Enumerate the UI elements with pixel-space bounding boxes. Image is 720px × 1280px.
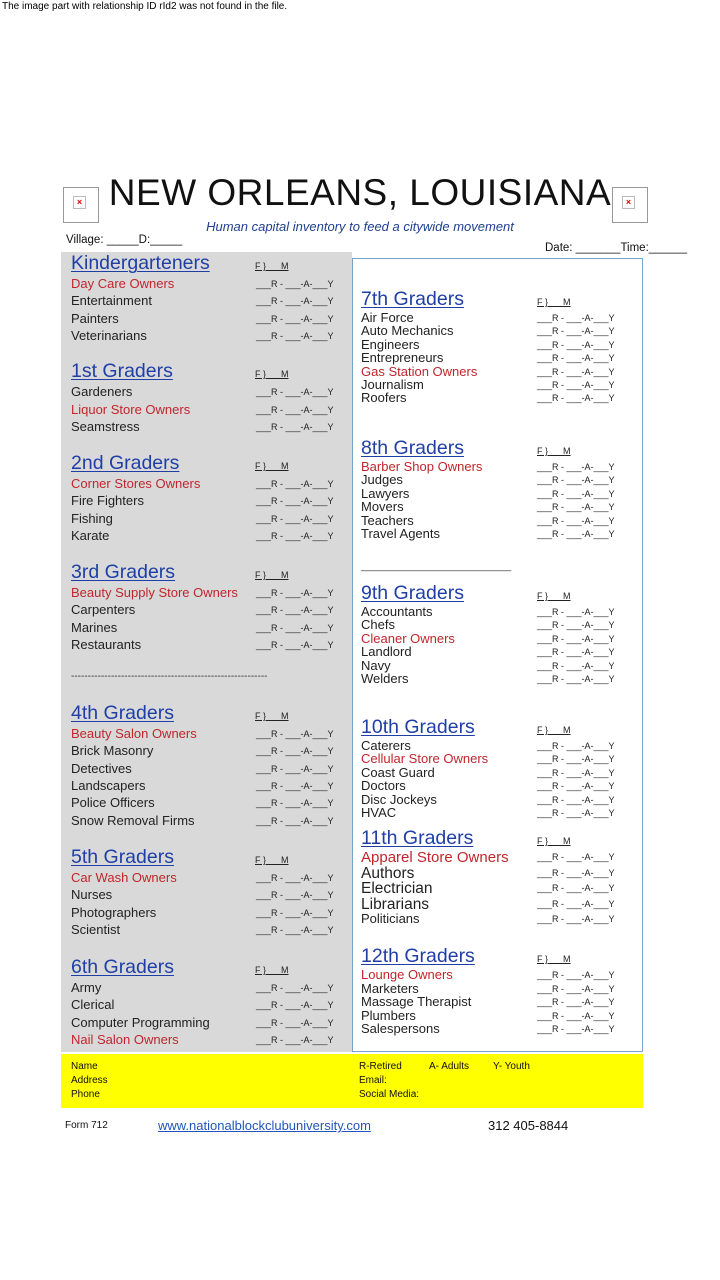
left-grade-heading: 2nd Graders <box>71 452 180 474</box>
broken-image-icon: × <box>612 187 648 223</box>
tally-line: ___R - ___-A-___Y <box>256 404 334 415</box>
section-divider: ----------------------------------------------------------- <box>71 671 268 682</box>
legend-youth: Y- Youth <box>493 1061 530 1072</box>
occupation-label: Computer Programming <box>71 1014 210 1030</box>
occupation-label: Accountants <box>361 604 433 619</box>
occupation-label: Politicians <box>361 911 420 926</box>
occupation-label: Car Wash Owners <box>71 870 177 885</box>
tally-line: ___R - ___-A-___Y <box>256 605 334 616</box>
occupation-label: Barber Shop Owners <box>361 459 483 474</box>
tally-line: ___R - ___-A-___Y <box>537 515 615 526</box>
occupation-label: Marketers <box>361 980 419 996</box>
tally-line: ___R - ___-A-___Y <box>537 883 615 893</box>
tally-line: ___R - ___-A-___Y <box>256 729 334 739</box>
occupation-label: Doctors <box>361 778 406 794</box>
broken-image-icon: × <box>63 187 99 223</box>
tally-line: ___R - ___-A-___Y <box>537 353 615 364</box>
missing-image-notice: The image part with relationship ID rId2 was not found in the file. <box>2 1 288 12</box>
name-field[interactable]: Name <box>71 1061 98 1072</box>
occupation-label: Liquor Store Owners <box>71 401 191 417</box>
occupation-label: Corner Stores Owners <box>71 476 201 491</box>
tally-line: ___R - ___-A-___Y <box>537 754 615 765</box>
tally-line: ___R - ___-A-___Y <box>256 330 334 341</box>
tally-line: ___R - ___-A-___Y <box>256 925 334 936</box>
tally-line: ___R - ___-A-___Y <box>256 387 334 397</box>
occupation-label: Authors <box>361 864 415 882</box>
occupation-label: Plumbers <box>361 1007 416 1023</box>
occupation-label: Photographers <box>71 904 157 920</box>
tally-line: ___R - ___-A-___Y <box>537 997 615 1008</box>
tally-line: ___R - ___-A-___Y <box>537 326 615 337</box>
address-field[interactable]: Address <box>71 1075 108 1086</box>
tally-line: ___R - ___-A-___Y <box>256 780 334 791</box>
occupation-label: Fishing <box>71 510 113 526</box>
occupation-label: Gardeners <box>71 384 133 399</box>
occupation-label: Scientist <box>71 922 121 938</box>
occupation-label: Auto Mechanics <box>361 323 454 339</box>
gender-header: F } M <box>537 297 571 307</box>
village-field[interactable]: Village: _____D:_____ <box>66 234 183 246</box>
contact-phone: 312 405-8844 <box>488 1118 569 1133</box>
gender-header: F } M <box>255 261 289 271</box>
right-grade-heading: 12th Graders <box>361 945 475 967</box>
occupation-label: HVAC <box>361 805 397 820</box>
gender-header: F } M <box>537 446 571 456</box>
tally-line: ___R - ___-A-___Y <box>256 873 334 883</box>
tally-line: ___R - ___-A-___Y <box>537 970 615 980</box>
tally-line: ___R - ___-A-___Y <box>256 890 334 901</box>
tally-line: ___R - ___-A-___Y <box>256 313 334 324</box>
gender-header: F } M <box>537 836 571 846</box>
right-grade-heading: 11th Graders <box>361 827 474 849</box>
tally-line: ___R - ___-A-___Y <box>537 808 615 818</box>
occupation-label: Apparel Store Owners <box>361 849 509 866</box>
gender-header: F } M <box>537 725 571 735</box>
tally-line: ___R - ___-A-___Y <box>537 607 615 617</box>
occupation-label: Army <box>71 980 102 995</box>
occupation-label: Judges <box>361 472 403 488</box>
form-number: Form 712 <box>65 1120 108 1131</box>
page-title: NEW ORLEANS, LOUISIANA <box>108 172 612 213</box>
tally-line: ___R - ___-A-___Y <box>537 393 615 404</box>
tally-line: ___R - ___-A-___Y <box>256 530 334 541</box>
right-grade-heading: 9th Graders <box>361 582 464 604</box>
occupation-label: Entrepreneurs <box>361 350 444 366</box>
occupation-label: Chefs <box>361 617 395 633</box>
tally-line: ___R - ___-A-___Y <box>537 781 615 792</box>
gender-header: F } M <box>255 711 289 721</box>
section-divider: ___________________________ <box>361 561 512 572</box>
occupation-label: Lounge Owners <box>361 967 453 982</box>
left-grade-heading: 6th Graders <box>71 956 174 978</box>
tally-line: ___R - ___-A-___Y <box>537 1010 615 1021</box>
tally-line: ___R - ___-A-___Y <box>256 588 334 598</box>
tally-line: ___R - ___-A-___Y <box>256 479 334 489</box>
occupation-label: Roofers <box>361 390 407 406</box>
tally-line: ___R - ___-A-___Y <box>256 1035 334 1046</box>
occupation-label: Cellular Store Owners <box>361 751 489 767</box>
tally-line: ___R - ___-A-___Y <box>537 313 615 323</box>
tally-line: ___R - ___-A-___Y <box>537 366 615 377</box>
occupation-label: Cleaner Owners <box>361 630 455 646</box>
occupation-label: Salespersons <box>361 1021 440 1037</box>
occupation-label: Fire Fighters <box>71 493 144 509</box>
legend-retired: R-Retired <box>359 1061 402 1072</box>
occupation-label: Painters <box>71 310 119 326</box>
tally-line: ___R - ___-A-___Y <box>256 639 334 650</box>
tally-line: ___R - ___-A-___Y <box>537 741 615 751</box>
tally-line: ___R - ___-A-___Y <box>256 1000 334 1011</box>
tally-line: ___R - ___-A-___Y <box>256 496 334 507</box>
tally-line: ___R - ___-A-___Y <box>537 488 615 499</box>
tally-line: ___R - ___-A-___Y <box>537 380 615 390</box>
occupation-label: Nurses <box>71 887 113 903</box>
tally-line: ___R - ___-A-___Y <box>256 907 334 918</box>
tally-line: ___R - ___-A-___Y <box>537 1024 615 1035</box>
gender-header: F } M <box>255 369 289 379</box>
tally-line: ___R - ___-A-___Y <box>537 620 615 631</box>
tally-line: ___R - ___-A-___Y <box>537 767 615 778</box>
gender-header: F } M <box>537 954 571 964</box>
tally-line: ___R - ___-A-___Y <box>537 983 615 994</box>
occupation-label: Welders <box>361 671 409 686</box>
occupation-label: Day Care Owners <box>71 276 175 291</box>
occupation-label: Landscapers <box>71 777 146 793</box>
tally-line: ___R - ___-A-___Y <box>256 983 334 993</box>
website-link[interactable]: www.nationalblockclubuniversity.com <box>158 1118 371 1133</box>
tally-line: ___R - ___-A-___Y <box>537 633 615 644</box>
tally-line: ___R - ___-A-___Y <box>537 852 615 862</box>
gender-header: F } M <box>255 570 289 580</box>
occupation-label: Clerical <box>71 997 115 1013</box>
occupation-label: Electrician <box>361 880 433 897</box>
tally-line: ___R - ___-A-___Y <box>537 529 615 539</box>
tally-line: ___R - ___-A-___Y <box>537 339 615 350</box>
occupation-label: Beauty Salon Owners <box>71 726 197 741</box>
occupation-label: Detectives <box>71 760 132 776</box>
occupation-label: Seamstress <box>71 419 140 434</box>
gender-header: F } M <box>255 855 289 865</box>
tally-line: ___R - ___-A-___Y <box>256 746 334 757</box>
tally-line: ___R - ___-A-___Y <box>537 462 615 472</box>
tally-line: ___R - ___-A-___Y <box>537 898 615 909</box>
right-grade-heading: 10th Graders <box>361 716 475 738</box>
tally-line: ___R - ___-A-___Y <box>256 622 334 633</box>
occupation-label: Librarians <box>361 895 430 913</box>
occupation-label: Marines <box>71 619 118 635</box>
tally-line: ___R - ___-A-___Y <box>256 422 334 432</box>
occupation-label: Navy <box>361 657 391 673</box>
right-grade-heading: 8th Graders <box>361 437 464 459</box>
occupation-label: Landlord <box>361 644 412 660</box>
tally-line: ___R - ___-A-___Y <box>256 798 334 809</box>
left-grade-heading: 3rd Graders <box>71 561 176 583</box>
occupation-label: Travel Agents <box>361 526 441 541</box>
occupation-label: Karate <box>71 527 110 543</box>
occupation-label: Engineers <box>361 336 420 352</box>
occupation-label: Movers <box>361 499 404 515</box>
left-grade-heading: 5th Graders <box>71 846 174 868</box>
occupation-label: Massage Therapist <box>361 994 472 1010</box>
occupation-label: Carpenters <box>71 602 136 618</box>
legend-adults: A- Adults <box>429 1061 470 1072</box>
tally-line: ___R - ___-A-___Y <box>537 660 615 671</box>
tally-line: ___R - ___-A-___Y <box>256 279 334 289</box>
gender-header: F } M <box>255 965 289 975</box>
left-grade-heading: 4th Graders <box>71 702 174 724</box>
tally-line: ___R - ___-A-___Y <box>537 647 615 658</box>
date-time-field[interactable]: Date: _______Time:______ <box>545 242 688 254</box>
occupation-label: Journalism <box>361 377 424 392</box>
tally-line: ___R - ___-A-___Y <box>537 867 615 878</box>
occupation-label: Brick Masonry <box>71 743 154 759</box>
occupation-label: Disc Jockeys <box>361 791 437 807</box>
occupation-label: Gas Station Owners <box>361 363 478 379</box>
left-grade-heading: Kindergarteners <box>71 252 210 274</box>
occupation-label: Veterinarians <box>71 327 147 343</box>
left-grade-heading: 1st Graders <box>71 360 173 382</box>
tally-line: ___R - ___-A-___Y <box>256 815 334 826</box>
tally-line: ___R - ___-A-___Y <box>537 502 615 513</box>
social-media-field[interactable]: Social Media: <box>359 1089 420 1100</box>
occupation-label: Snow Removal Firms <box>71 812 195 828</box>
occupation-label: Coast Guard <box>361 764 435 780</box>
phone-field[interactable]: Phone <box>71 1089 100 1100</box>
tally-line: ___R - ___-A-___Y <box>537 674 615 684</box>
occupation-label: Caterers <box>361 738 411 753</box>
occupation-label: Police Officers <box>71 795 155 811</box>
occupation-label: Nail Salon Owners <box>71 1032 179 1048</box>
tally-line: ___R - ___-A-___Y <box>537 475 615 486</box>
email-field[interactable]: Email: <box>359 1075 387 1086</box>
occupation-label: Restaurants <box>71 636 142 652</box>
occupation-label: Teachers <box>361 512 414 528</box>
page-subtitle: Human capital inventory to feed a citywide movement <box>206 219 514 234</box>
tally-line: ___R - ___-A-___Y <box>256 513 334 524</box>
occupation-label: Beauty Supply Store Owners <box>71 585 238 600</box>
tally-line: ___R - ___-A-___Y <box>256 763 334 774</box>
tally-line: ___R - ___-A-___Y <box>537 914 615 924</box>
occupation-label: Entertainment <box>71 293 152 309</box>
tally-line: ___R - ___-A-___Y <box>537 794 615 805</box>
gender-header: F } M <box>255 461 289 471</box>
occupation-label: Air Force <box>361 310 414 325</box>
contact-footer <box>61 1054 643 1108</box>
right-grade-heading: 7th Graders <box>361 288 464 310</box>
tally-line: ___R - ___-A-___Y <box>256 296 334 307</box>
gender-header: F } M <box>537 591 571 601</box>
occupation-label: Lawyers <box>361 485 410 501</box>
tally-line: ___R - ___-A-___Y <box>256 1017 334 1028</box>
